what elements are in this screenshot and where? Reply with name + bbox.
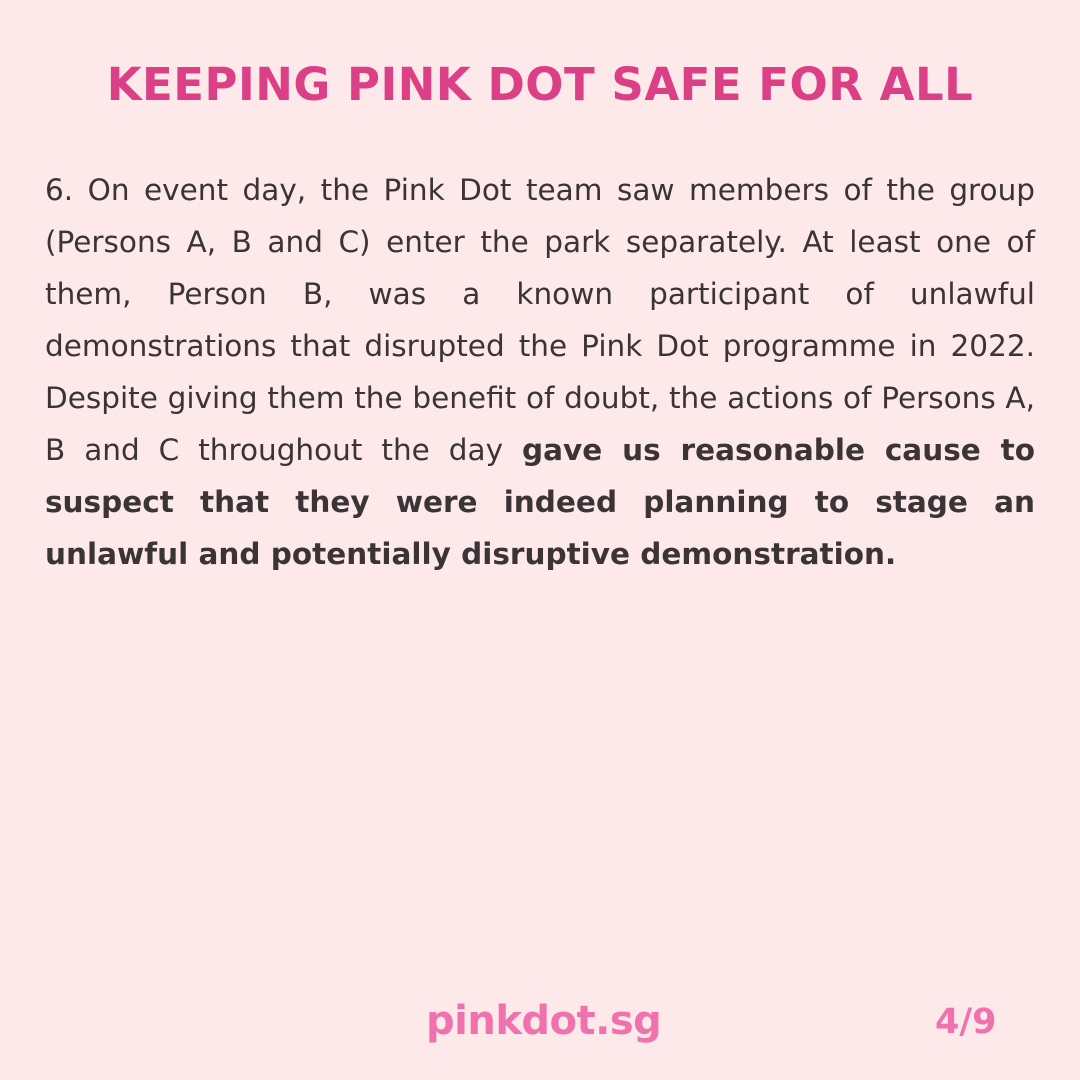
page-title: KEEPING PINK DOT SAFE FOR ALL xyxy=(106,58,974,111)
body-paragraph xyxy=(45,164,1035,580)
paragraph-regular-text: 6. On event day, the Pink Dot team saw members of the group (Persons A, B and C) enter the park separately. At least one of them, Person B, was a known participant of unlawful demonstrations that disrupted the Pink Dot programme in 2022. Despite giving them the benefit of doubt, the actions of Persons A, B and C throughout the day xyxy=(45,173,1035,467)
page-indicator: 4/9 xyxy=(935,1002,997,1042)
pinkdot-logo: pinkdot.sg xyxy=(426,998,662,1044)
paragraph-bold-text: gave us reasonable cause to suspect that they were indeed planning to stage an unlawful and potentially disruptive demonstration. xyxy=(45,433,1035,571)
